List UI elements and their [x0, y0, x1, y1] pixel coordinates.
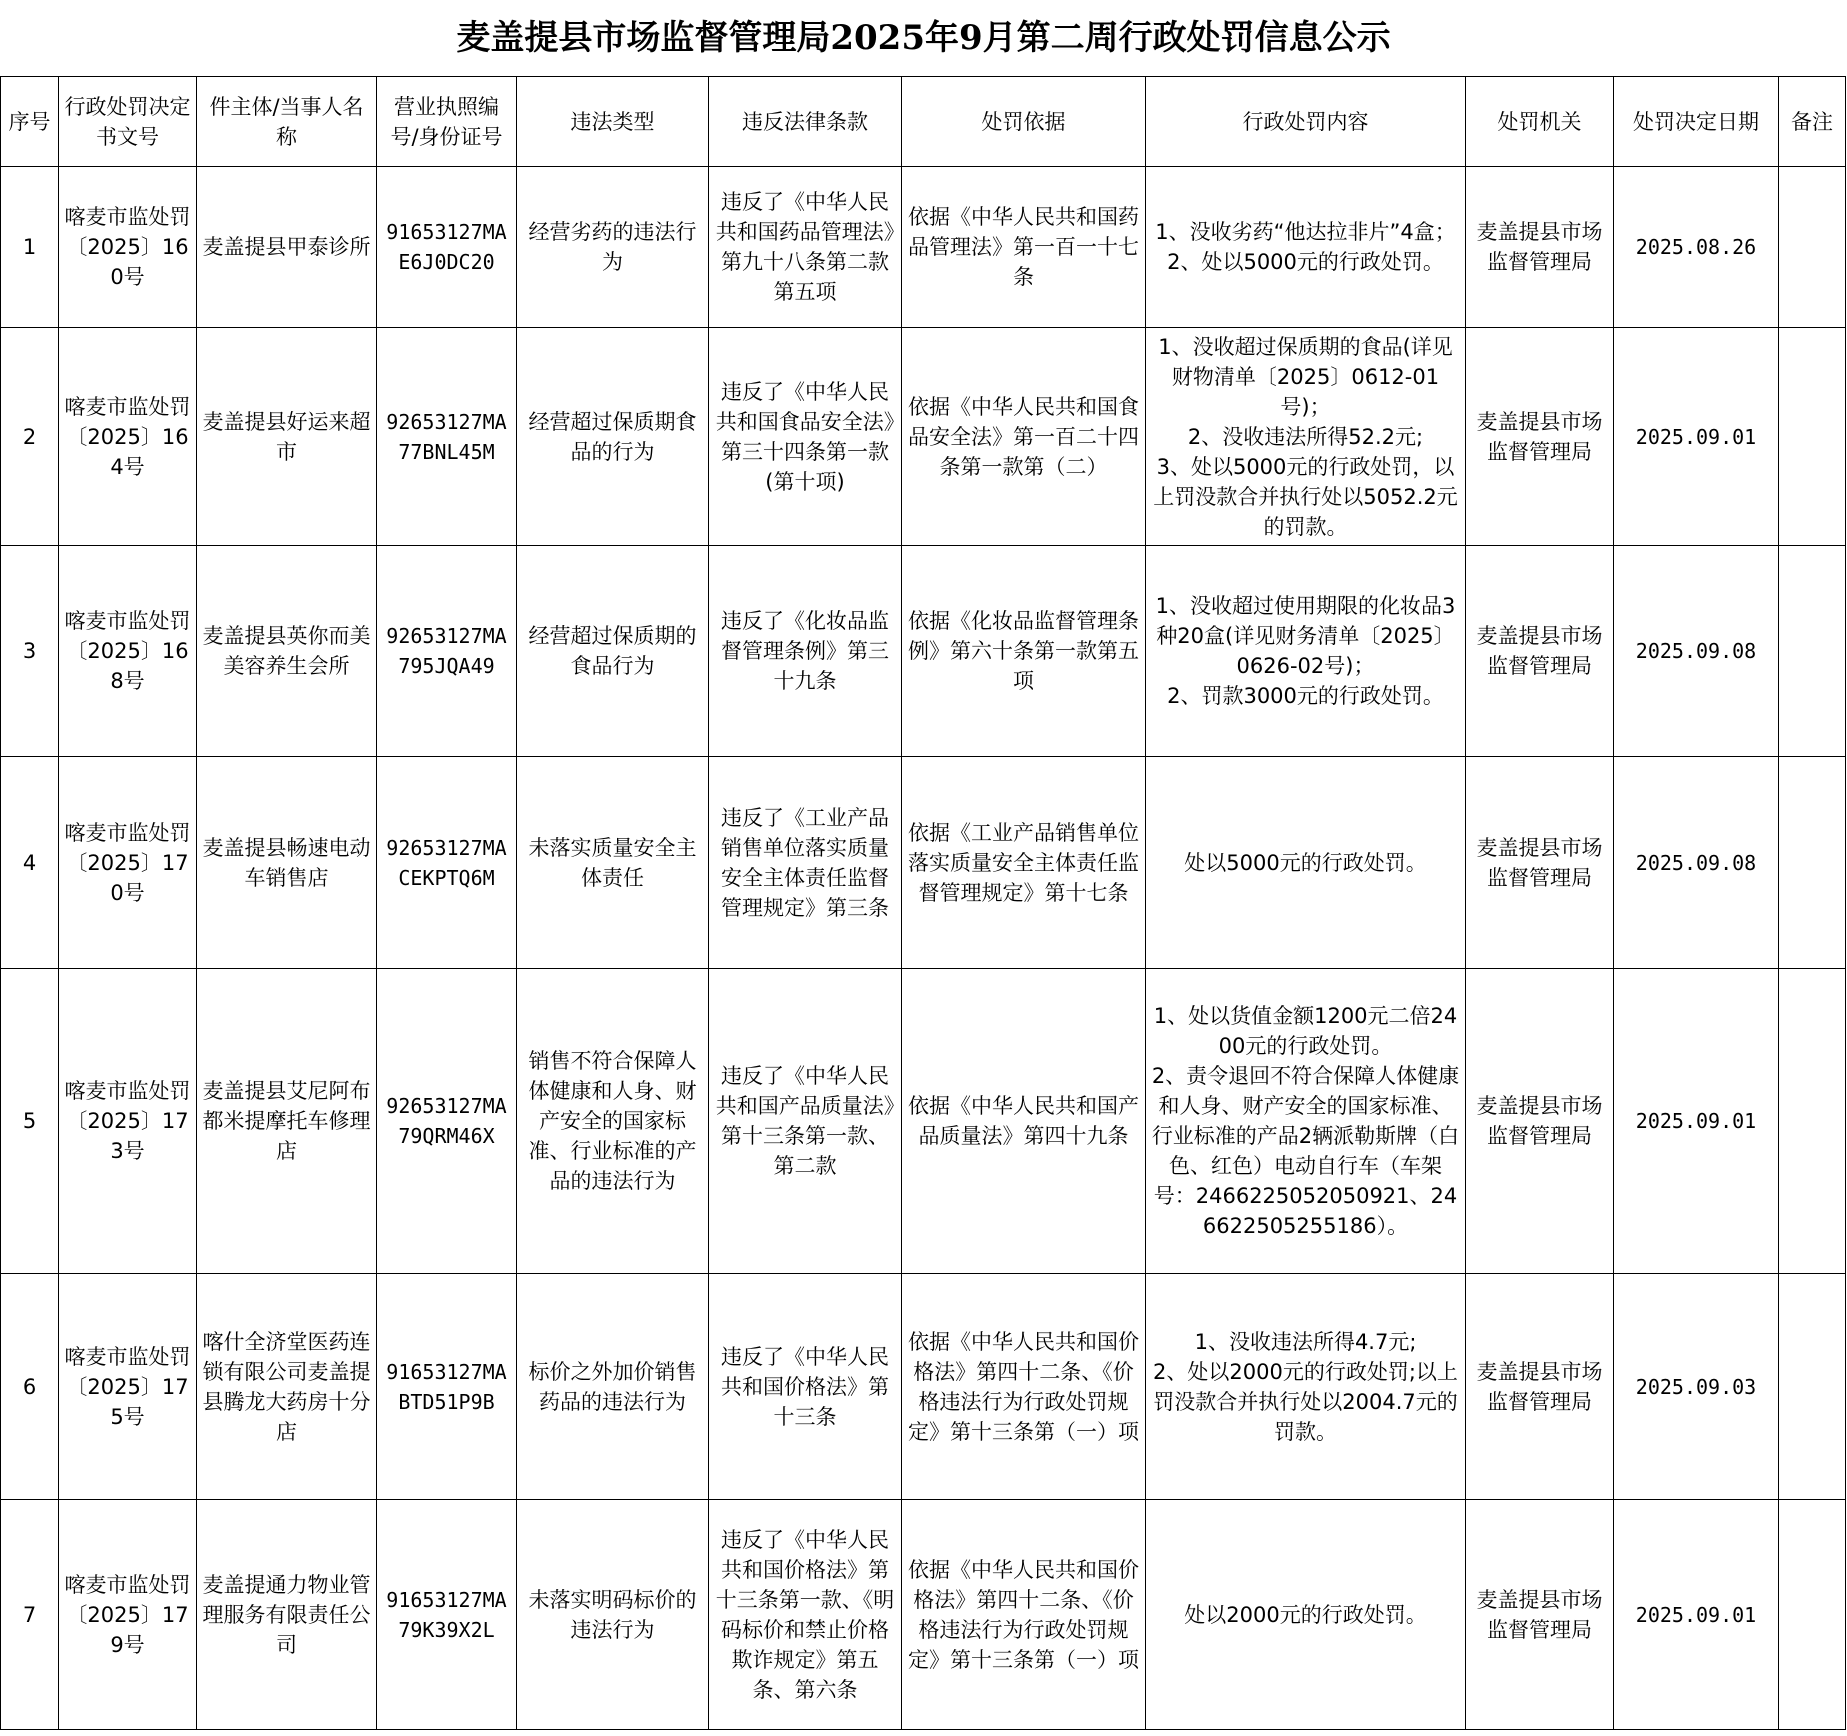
cell-doc-no: 喀麦市监处罚〔2025〕179号 [59, 1500, 197, 1730]
cell-party: 麦盖提县英你而美美容养生会所 [197, 546, 377, 757]
cell-license: 92653127MA77BNL45M [377, 328, 517, 546]
header-basis: 处罚依据 [902, 77, 1146, 167]
cell-license: 91653127MAE6J0DC20 [377, 167, 517, 328]
cell-authority: 麦盖提县市场监督管理局 [1466, 167, 1614, 328]
cell-remark [1779, 167, 1846, 328]
cell-license: 91653127MABTD51P9B [377, 1274, 517, 1500]
content-line: 2、处以5000元的行政处罚。 [1167, 250, 1444, 274]
cell-violated-law: 违反了《中华人民共和国食品安全法》第三十四条第一款(第十项) [709, 328, 902, 546]
cell-remark [1779, 969, 1846, 1274]
table-row [1, 167, 1846, 328]
cell-party: 麦盖提县畅速电动车销售店 [197, 757, 377, 969]
cell-doc-no: 喀麦市监处罚〔2025〕164号 [59, 328, 197, 546]
cell-license: 92653127MACEKPTQ6M [377, 757, 517, 969]
cell-seq: 6 [1, 1274, 59, 1500]
cell-seq: 1 [1, 167, 59, 328]
cell-violation-type: 销售不符合保障人体健康和人身、财产安全的国家标准、行业标准的产品的违法行为 [517, 969, 709, 1274]
cell-content [1146, 1274, 1466, 1500]
cell-date: 2025.08.26 [1614, 167, 1779, 328]
content-line: 3、处以5000元的行政处罚，以上罚没款合并执行处以5052.2元的罚款。 [1153, 454, 1458, 539]
cell-seq: 2 [1, 328, 59, 546]
cell-violated-law: 违反了《工业产品销售单位落实质量安全主体责任监督管理规定》第三条 [709, 757, 902, 969]
cell-date: 2025.09.08 [1614, 757, 1779, 969]
cell-party: 麦盖提县艾尼阿布都米提摩托车修理店 [197, 969, 377, 1274]
penalty-table [0, 76, 1846, 1730]
cell-party: 麦盖提县甲泰诊所 [197, 167, 377, 328]
cell-basis: 依据《中华人民共和国药品管理法》第一百一十七条 [902, 167, 1146, 328]
content-line: 1、没收违法所得4.7元; [1194, 1329, 1417, 1354]
content-line: 1、没收劣药“他达拉非片”4盒； [1155, 220, 1456, 244]
header-party: 件主体/当事人名称 [197, 77, 377, 167]
cell-party: 喀什全济堂医药连锁有限公司麦盖提县腾龙大药房十分店 [197, 1274, 377, 1500]
header-doc-no: 行政处罚决定书文号 [59, 77, 197, 167]
cell-violation-type: 经营超过保质期的食品行为 [517, 546, 709, 757]
cell-violated-law: 违反了《中华人民共和国产品质量法》第十三条第一款、第二款 [709, 969, 902, 1274]
cell-authority: 麦盖提县市场监督管理局 [1466, 969, 1614, 1274]
cell-remark [1779, 328, 1846, 546]
cell-basis: 依据《中华人民共和国价格法》第四十二条、《价格违法行为行政处罚规定》第十三条第（一）项 [902, 1274, 1146, 1500]
cell-license: 91653127MA79K39X2L [377, 1500, 517, 1730]
cell-date: 2025.09.08 [1614, 546, 1779, 757]
cell-basis: 依据《中华人民共和国价格法》第四十二条、《价格违法行为行政处罚规定》第十三条第（一）项 [902, 1500, 1146, 1730]
cell-violated-law: 违反了《中华人民共和国价格法》第十三条 [709, 1274, 902, 1500]
cell-violation-type: 未落实明码标价的违法行为 [517, 1500, 709, 1730]
cell-authority: 麦盖提县市场监督管理局 [1466, 1274, 1614, 1500]
cell-content [1146, 757, 1466, 969]
header-authority: 处罚机关 [1466, 77, 1614, 167]
cell-date: 2025.09.01 [1614, 328, 1779, 546]
page-title: 麦盖提县市场监督管理局2025年9月第二周行政处罚信息公示 [456, 18, 1391, 58]
table-row [1, 328, 1846, 546]
cell-violation-type: 未落实质量安全主体责任 [517, 757, 709, 969]
content-line: 处以2000元的行政处罚。 [1184, 1602, 1427, 1627]
cell-violation-type: 标价之外加价销售药品的违法行为 [517, 1274, 709, 1500]
cell-remark [1779, 1274, 1846, 1500]
cell-license: 92653127MA795JQA49 [377, 546, 517, 757]
cell-content [1146, 969, 1466, 1274]
cell-remark [1779, 546, 1846, 757]
cell-remark [1779, 1500, 1846, 1730]
cell-basis: 依据《化妆品监督管理条例》第六十条第一款第五项 [902, 546, 1146, 757]
cell-basis: 依据《工业产品销售单位落实质量安全主体责任监督管理规定》第十七条 [902, 757, 1146, 969]
cell-license: 92653127MA79QRM46X [377, 969, 517, 1274]
cell-violated-law: 违反了《化妆品监督管理条例》第三十九条 [709, 546, 902, 757]
header-date: 处罚决定日期 [1614, 77, 1779, 167]
cell-doc-no: 喀麦市监处罚〔2025〕170号 [59, 757, 197, 969]
header-violated-law: 违反法律条款 [709, 77, 902, 167]
cell-authority: 麦盖提县市场监督管理局 [1466, 1500, 1614, 1730]
cell-party: 麦盖提通力物业管理服务有限责任公司 [197, 1500, 377, 1730]
content-line: 2、没收违法所得52.2元; [1187, 424, 1424, 449]
header-row [1, 77, 1846, 167]
table-row [1, 546, 1846, 757]
cell-date: 2025.09.01 [1614, 969, 1779, 1274]
cell-authority: 麦盖提县市场监督管理局 [1466, 328, 1614, 546]
header-license: 营业执照编号/身份证号 [377, 77, 517, 167]
cell-doc-no: 喀麦市监处罚〔2025〕173号 [59, 969, 197, 1274]
content-line: 2、责令退回不符合保障人体健康和人身、财产安全的国家标准、行业标准的产品2辆派勒斯牌（白色、红色）电动自行车（车架号：2466225052050921、246622505255186）。 [1151, 1064, 1460, 1238]
cell-seq: 4 [1, 757, 59, 969]
cell-seq: 5 [1, 969, 59, 1274]
table-row [1, 1274, 1846, 1500]
header-content: 行政处罚内容 [1146, 77, 1466, 167]
content-line: 1、没收超过保质期的食品(详见财物清单〔2025〕0612-01号)； [1158, 334, 1453, 419]
cell-seq: 7 [1, 1500, 59, 1730]
cell-basis: 依据《中华人民共和国产品质量法》第四十九条 [902, 969, 1146, 1274]
table-row [1, 969, 1846, 1274]
cell-content [1146, 328, 1466, 546]
header-remark: 备注 [1779, 77, 1846, 167]
cell-seq: 3 [1, 546, 59, 757]
cell-date: 2025.09.03 [1614, 1274, 1779, 1500]
cell-party: 麦盖提县好运来超市 [197, 328, 377, 546]
content-line: 处以5000元的行政处罚。 [1184, 850, 1427, 875]
cell-content [1146, 1500, 1466, 1730]
cell-violated-law: 违反了《中华人民共和国价格法》第十三条第一款、《明码标价和禁止价格欺诈规定》第五条、第六条 [709, 1500, 902, 1730]
content-line: 2、处以2000元的行政处罚;以上罚没款合并执行处以2004.7元的罚款。 [1153, 1359, 1458, 1444]
cell-basis: 依据《中华人民共和国食品安全法》第一百二十四条第一款第（二） [902, 328, 1146, 546]
cell-date: 2025.09.01 [1614, 1500, 1779, 1730]
cell-doc-no: 喀麦市监处罚〔2025〕168号 [59, 546, 197, 757]
content-line: 2、罚款3000元的行政处罚。 [1167, 684, 1444, 708]
cell-violated-law: 违反了《中华人民共和国药品管理法》第九十八条第二款第五项 [709, 167, 902, 328]
cell-doc-no: 喀麦市监处罚〔2025〕160号 [59, 167, 197, 328]
cell-authority: 麦盖提县市场监督管理局 [1466, 757, 1614, 969]
table-row [1, 757, 1846, 969]
table-row [1, 1500, 1846, 1730]
header-violation-type: 违法类型 [517, 77, 709, 167]
cell-authority: 麦盖提县市场监督管理局 [1466, 546, 1614, 757]
cell-content [1146, 167, 1466, 328]
cell-violation-type: 经营劣药的违法行为 [517, 167, 709, 328]
content-line: 1、没收超过使用期限的化妆品3种20盒(详见财务清单〔2025〕0626-02号)； [1155, 594, 1456, 678]
header-seq: 序号 [1, 77, 59, 167]
cell-content [1146, 546, 1466, 757]
content-line: 1、处以货值金额1200元二倍2400元的行政处罚。 [1153, 1004, 1458, 1058]
cell-doc-no: 喀麦市监处罚〔2025〕175号 [59, 1274, 197, 1500]
cell-violation-type: 经营超过保质期食品的行为 [517, 328, 709, 546]
cell-remark [1779, 757, 1846, 969]
